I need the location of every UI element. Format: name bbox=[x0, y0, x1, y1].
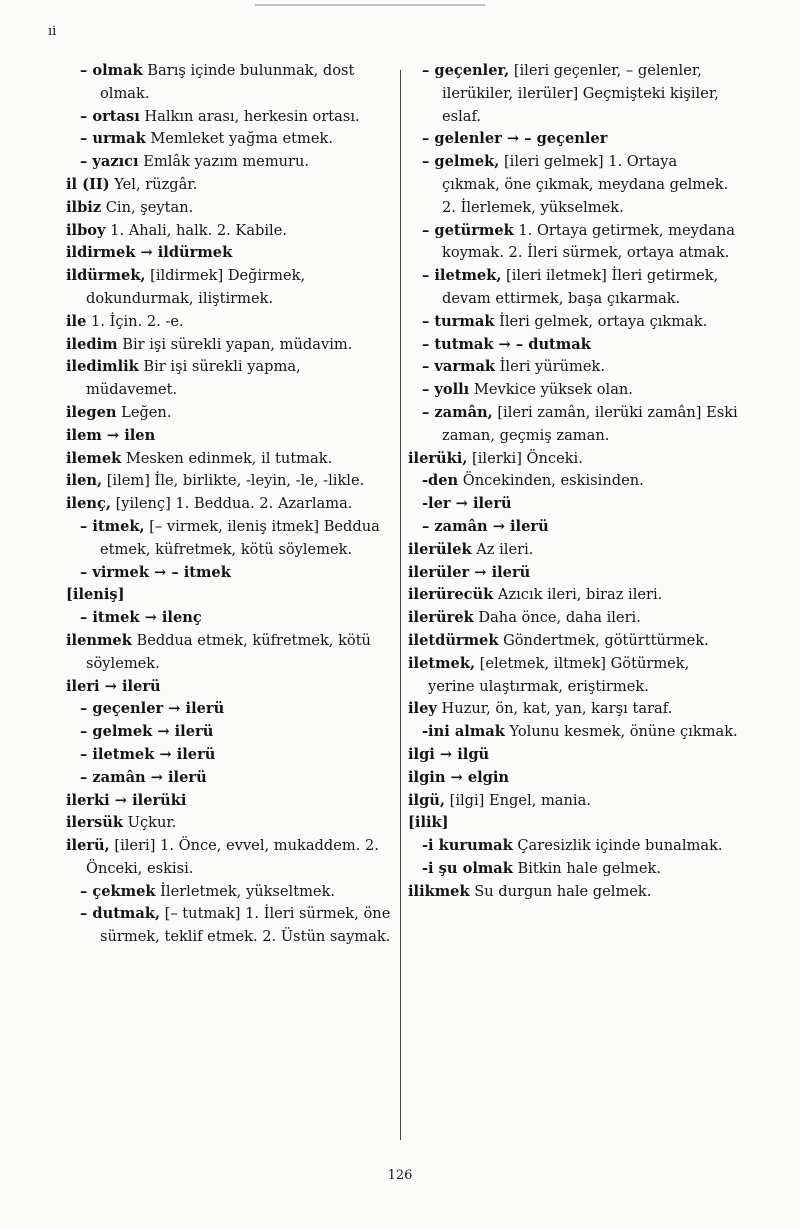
entry-headword: -ler → ilerü bbox=[422, 495, 512, 513]
header-marker: ıi bbox=[48, 24, 57, 39]
entry-headword: – gelmek → ilerü bbox=[80, 723, 214, 741]
dictionary-entry bbox=[66, 881, 392, 904]
dictionary-entry bbox=[66, 767, 392, 790]
dictionary-entry bbox=[66, 265, 392, 311]
dictionary-entry bbox=[408, 539, 738, 562]
dictionary-entry bbox=[408, 402, 738, 448]
left-column bbox=[66, 60, 392, 949]
entry-definition: [yilenç] 1. Beddua. 2. Azarlama. bbox=[110, 495, 353, 513]
entry-definition: Çaresizlik içinde bunalmak. bbox=[512, 837, 723, 855]
entry-headword: – virmek → – itmek bbox=[80, 563, 231, 581]
entry-headword: iledimlik bbox=[66, 358, 139, 376]
entry-headword: ilemek bbox=[66, 449, 122, 467]
entry-definition: Yolunu kesmek, önüne çıkmak. bbox=[504, 723, 738, 741]
dictionary-entry bbox=[408, 812, 738, 835]
entry-definition: İlerletmek, yükseltmek. bbox=[155, 882, 336, 900]
dictionary-entry bbox=[66, 493, 392, 516]
entry-headword: il (II) bbox=[66, 175, 110, 193]
dictionary-entry bbox=[66, 311, 392, 334]
dictionary-entry bbox=[408, 767, 738, 790]
entry-definition: [– virmek, ileniş itmek] Beddua etmek, küfretmek, kötü söylemek. bbox=[100, 517, 380, 558]
dictionary-entry bbox=[408, 881, 738, 904]
entry-definition: [ileri] 1. Önce, evvel, mukaddem. 2. Önceki, eskisi. bbox=[86, 837, 379, 877]
entry-headword: ileri → ilerü bbox=[66, 677, 161, 695]
dictionary-entry bbox=[408, 562, 738, 585]
dictionary-entry bbox=[66, 676, 392, 699]
entry-headword: ilerürek bbox=[408, 609, 474, 627]
entry-definition: Yel, rüzgâr. bbox=[109, 175, 198, 193]
dictionary-entry bbox=[66, 356, 392, 402]
entry-definition: Daha önce, daha ileri. bbox=[473, 609, 641, 627]
entry-headword: ilerülek bbox=[408, 540, 472, 558]
dictionary-entry bbox=[408, 790, 738, 813]
entry-headword: ilerüki, bbox=[408, 449, 468, 467]
column-divider bbox=[400, 70, 401, 1140]
entry-headword: – gelenler → – geçenler bbox=[422, 130, 608, 148]
entry-headword: ilbiz bbox=[66, 198, 102, 216]
entry-definition: Az ileri. bbox=[471, 540, 534, 558]
dictionary-entry bbox=[66, 562, 392, 585]
entry-headword: – iletmek, bbox=[422, 267, 502, 285]
entry-headword: -i şu olmak bbox=[422, 859, 513, 877]
dictionary-entry bbox=[66, 220, 392, 243]
entry-definition: [ileri gelmek] 1. Ortaya çıkmak, öne çıkmak, meydana gelmek. 2. İlerlemek, yükselmek. bbox=[442, 153, 729, 216]
dictionary-entry bbox=[408, 128, 738, 151]
entry-headword: ilboy bbox=[66, 221, 106, 239]
entry-headword: -i kurumak bbox=[422, 837, 513, 855]
scan-top-rule bbox=[255, 4, 485, 6]
dictionary-entry bbox=[66, 835, 392, 881]
entry-headword: – ortası bbox=[80, 107, 140, 125]
dictionary-entry bbox=[66, 242, 392, 265]
dictionary-entry bbox=[408, 698, 738, 721]
entry-definition: [ileri zamân, ilerüki zamân] Eski zaman, geçmiş zaman. bbox=[442, 403, 738, 444]
entry-headword: – urmak bbox=[80, 130, 146, 148]
entry-definition: Mevkice yüksek olan. bbox=[469, 381, 633, 399]
entry-headword: ilem → ilen bbox=[66, 426, 156, 444]
entry-definition: Bir işi sürekli yapan, müdavim. bbox=[117, 335, 353, 353]
entry-definition: Bir işi sürekli yapma, müdavemet. bbox=[86, 358, 301, 399]
entry-headword: – yazıcı bbox=[80, 153, 139, 171]
dictionary-entry bbox=[66, 197, 392, 220]
entry-definition: Beddua etmek, küfretmek, kötü söylemek. bbox=[86, 631, 371, 672]
entry-headword: -den bbox=[422, 472, 459, 490]
dictionary-entry bbox=[408, 858, 738, 881]
entry-headword: ilgi → ilgü bbox=[408, 745, 490, 763]
entry-headword: ilgin → elgin bbox=[408, 768, 510, 786]
entry-definition: Huzur, ön, kat, yan, karşı taraf. bbox=[436, 700, 673, 718]
entry-headword: – varmak bbox=[422, 358, 496, 376]
dictionary-entry bbox=[66, 151, 392, 174]
entry-definition: [ilerki] Önceki. bbox=[467, 449, 583, 467]
entry-definition: Bitkin hale gelmek. bbox=[512, 859, 661, 877]
dictionary-entry bbox=[66, 584, 392, 607]
entry-headword: ildirmek → ildürmek bbox=[66, 244, 233, 262]
dictionary-entry bbox=[66, 790, 392, 813]
entry-definition: Leğen. bbox=[116, 403, 172, 421]
entry-headword: ile bbox=[66, 312, 87, 330]
entry-definition: Azıcık ileri, biraz ileri. bbox=[493, 586, 663, 604]
entry-definition: 1. Ahali, halk. 2. Kabile. bbox=[105, 221, 287, 239]
dictionary-entry bbox=[408, 493, 738, 516]
entry-definition: Barış içinde bulunmak, dost olmak. bbox=[100, 62, 355, 102]
entry-definition: [– tutmak] 1. İleri sürmek, öne sürmek, teklif etmek. 2. Üstün saymak. bbox=[100, 905, 391, 946]
entry-headword: ilegen bbox=[66, 403, 117, 421]
entry-headword: ilenmek bbox=[66, 631, 132, 649]
dictionary-entry bbox=[66, 470, 392, 493]
entry-headword: ilgü, bbox=[408, 791, 445, 809]
entry-definition: Öncekinden, eskisinden. bbox=[458, 472, 644, 490]
dictionary-entry bbox=[408, 220, 738, 266]
entry-headword: – yollı bbox=[422, 381, 470, 399]
entry-definition: 1. İçin. 2. -e. bbox=[86, 312, 184, 330]
dictionary-entry bbox=[66, 903, 392, 949]
dictionary-entry bbox=[408, 630, 738, 653]
dictionary-entry bbox=[408, 60, 738, 128]
dictionary-entry bbox=[408, 470, 738, 493]
entry-headword: ilen, bbox=[66, 472, 103, 490]
entry-headword: – itmek, bbox=[80, 517, 145, 535]
entry-headword: – turmak bbox=[422, 312, 495, 330]
entry-headword: – olmak bbox=[80, 62, 143, 79]
dictionary-entry bbox=[66, 425, 392, 448]
entry-headword: – geçenler, bbox=[422, 62, 510, 79]
dictionary-entry bbox=[66, 698, 392, 721]
entry-headword: [ilik] bbox=[408, 814, 449, 832]
entry-headword: – getürmek bbox=[422, 221, 514, 239]
entry-definition: İleri yürümek. bbox=[495, 358, 605, 376]
entry-definition: [ildirmek] Değirmek, dokundurmak, iliştirmek. bbox=[86, 267, 306, 307]
entry-definition: Memleket yağma etmek. bbox=[145, 130, 333, 148]
dictionary-entry bbox=[66, 334, 392, 357]
entry-definition: Mesken edinmek, il tutmak. bbox=[121, 449, 333, 467]
entry-headword: -ini almak bbox=[422, 723, 505, 741]
dictionary-entry bbox=[408, 744, 738, 767]
dictionary-entry bbox=[66, 630, 392, 676]
entry-headword: iletdürmek bbox=[408, 631, 499, 649]
dictionary-entry bbox=[408, 356, 738, 379]
dictionary-entry bbox=[66, 721, 392, 744]
entry-definition: Halkın arası, herkesin ortası. bbox=[139, 107, 360, 125]
entry-headword: iley bbox=[408, 700, 437, 718]
entry-definition: İleri gelmek, ortaya çıkmak. bbox=[494, 312, 708, 330]
dictionary-entry bbox=[408, 334, 738, 357]
dictionary-entry bbox=[66, 744, 392, 767]
dictionary-entry bbox=[408, 584, 738, 607]
entry-definition: Göndertmek, götürttürmek. bbox=[498, 631, 709, 649]
dictionary-entry bbox=[66, 516, 392, 562]
entry-definition: Su durgun hale gelmek. bbox=[469, 882, 652, 900]
entry-headword: ilersük bbox=[66, 814, 123, 832]
entry-headword: ildürmek, bbox=[66, 267, 146, 285]
page-number: 126 bbox=[387, 1168, 413, 1183]
entry-headword: – itmek → ilenç bbox=[80, 609, 202, 627]
dictionary-entry bbox=[66, 448, 392, 471]
dictionary-entry bbox=[66, 607, 392, 630]
entry-definition: [eletmek, iltmek] Götürmek, yerine ulaştırmak, eriştirmek. bbox=[428, 654, 690, 695]
entry-definition: [ilem] İle, birlikte, -leyin, -le, -likle. bbox=[102, 472, 365, 490]
dictionary-entry bbox=[408, 448, 738, 471]
entry-definition: [ilgi] Engel, mania. bbox=[444, 791, 591, 809]
dictionary-entry bbox=[408, 516, 738, 539]
entry-definition: [ileri iletmek] İleri getirmek, devam ettirmek, başa çıkarmak. bbox=[442, 267, 719, 307]
dictionary-entry bbox=[66, 174, 392, 197]
entry-headword: – iletmek → ilerü bbox=[80, 745, 216, 763]
entry-headword: ilerki → ilerüki bbox=[66, 791, 187, 809]
entry-definition: [ileri geçenler, – gelenler, ilerükiler, ilerüler] Geçmişteki kişiler, eslaf. bbox=[442, 62, 719, 125]
entry-headword: ilikmek bbox=[408, 882, 470, 900]
entry-headword: – tutmak → – dutmak bbox=[422, 335, 591, 353]
entry-headword: – çekmek bbox=[80, 882, 156, 900]
entry-headword: ilerürecük bbox=[408, 586, 494, 604]
entry-headword: ilenç, bbox=[66, 495, 111, 513]
entry-headword: iledim bbox=[66, 335, 118, 353]
entry-definition: Emlâk yazım memuru. bbox=[138, 153, 310, 171]
entry-definition: Cin, şeytan. bbox=[101, 198, 194, 216]
entry-definition: Uçkur. bbox=[123, 814, 177, 832]
dictionary-entry bbox=[66, 402, 392, 425]
dictionary-entry bbox=[408, 379, 738, 402]
dictionary-entry bbox=[66, 60, 392, 106]
dictionary-entry bbox=[408, 721, 738, 744]
dictionary-entry bbox=[408, 835, 738, 858]
dictionary-entry bbox=[408, 151, 738, 219]
dictionary-entry bbox=[66, 128, 392, 151]
dictionary-entry bbox=[66, 812, 392, 835]
dictionary-entry bbox=[408, 311, 738, 334]
entry-definition: 1. Ortaya getirmek, meydana koymak. 2. İleri sürmek, ortaya atmak. bbox=[442, 221, 735, 262]
entry-headword: ilerüler → ilerü bbox=[408, 563, 531, 581]
right-column bbox=[408, 60, 738, 903]
entry-headword: – zamân, bbox=[422, 403, 493, 421]
entry-headword: – dutmak, bbox=[80, 905, 161, 923]
entry-headword: ilerü, bbox=[66, 837, 110, 855]
entry-headword: [ileniş] bbox=[66, 586, 125, 604]
dictionary-entry bbox=[66, 106, 392, 129]
entry-headword: iletmek, bbox=[408, 654, 476, 672]
entry-headword: – zamân → ilerü bbox=[80, 768, 207, 786]
entry-headword: – gelmek, bbox=[422, 153, 500, 171]
dictionary-entry bbox=[408, 607, 738, 630]
entry-headword: – geçenler → ilerü bbox=[80, 700, 225, 718]
dictionary-entry bbox=[408, 265, 738, 311]
entry-headword: – zamân → ilerü bbox=[422, 517, 549, 535]
dictionary-entry bbox=[408, 653, 738, 699]
